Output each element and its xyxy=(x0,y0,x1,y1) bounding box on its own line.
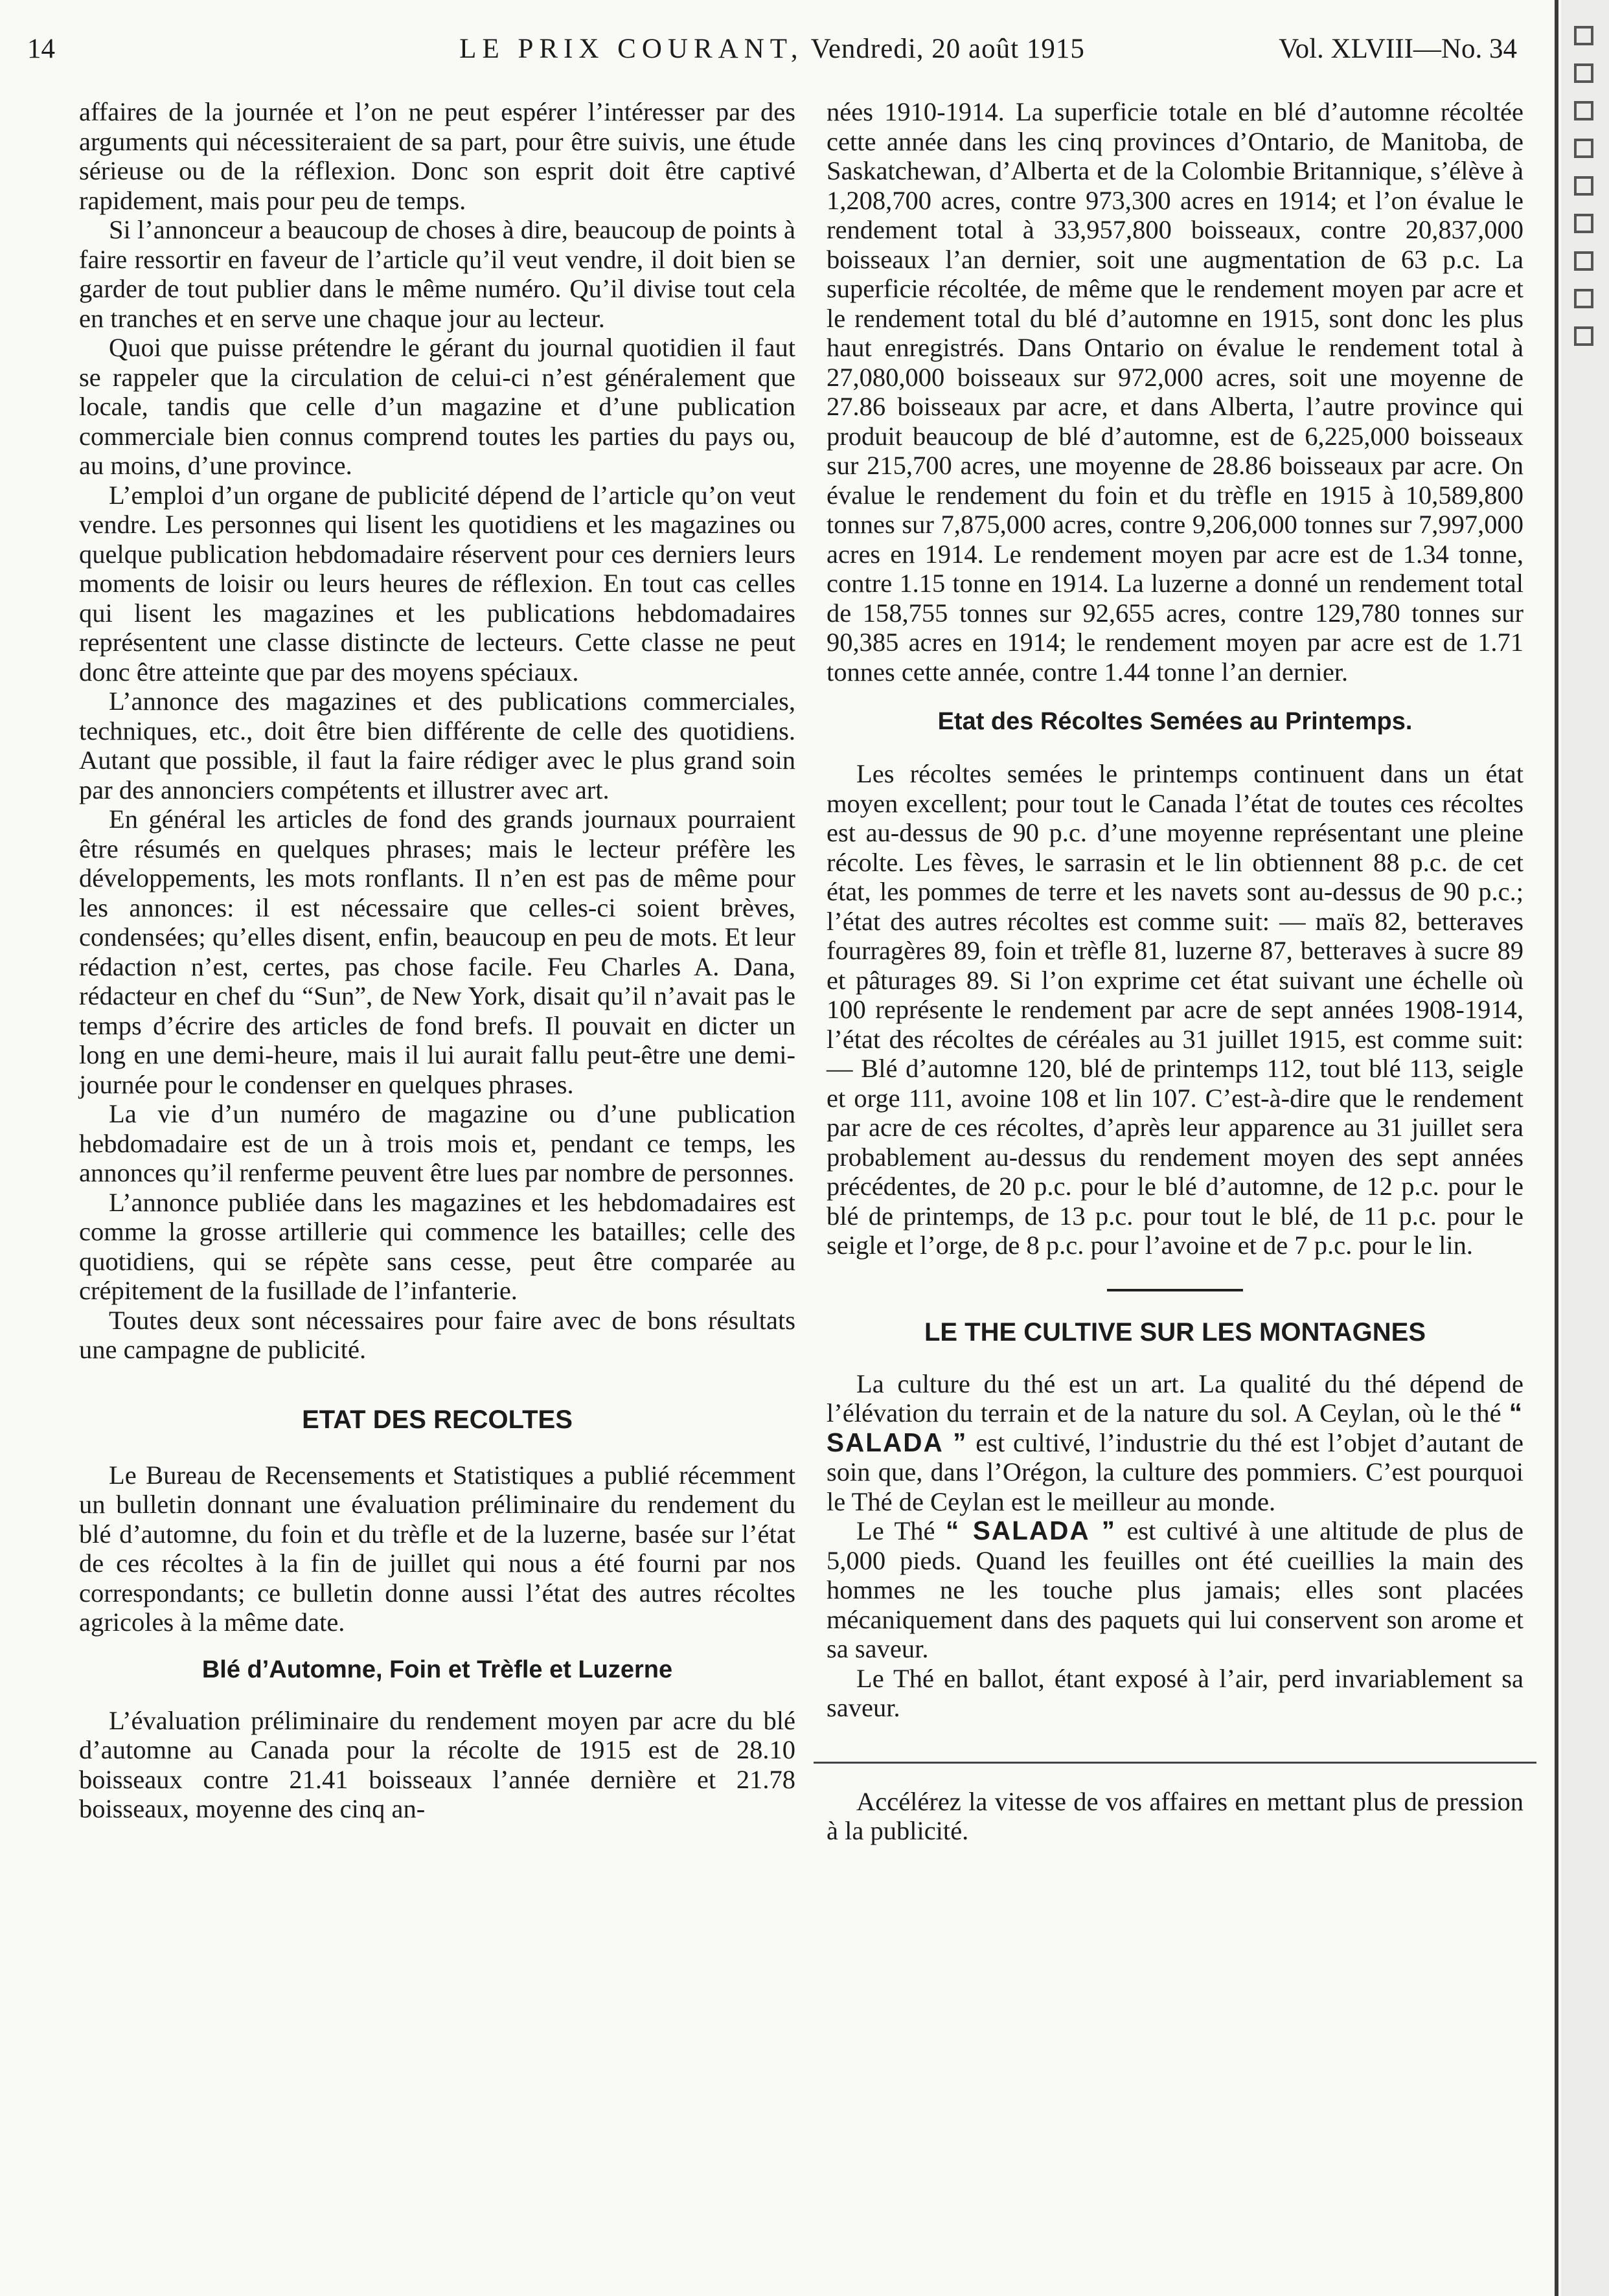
subheading-recoltes-printemps: Etat des Récoltes Semées au Printemps. xyxy=(937,708,1413,735)
article-paragraph: Le Thé en ballot, étant exposé à l’air, perd invariablement sa saveur. xyxy=(827,1663,1523,1722)
page-header xyxy=(27,30,1517,69)
article-paragraph: affaires de la journée et l’on ne peut espérer l’intéresser par des arguments qui nécessiteraient de sa part, pour être suivis, une étude sérieuse ou de la réflexion. Donc son esprit doit être captivé rapidement, mais pour peu de temps. xyxy=(79,97,795,215)
article-paragraph: nées 1910-1914. La superficie totale en blé d’automne récoltée cette année dans les cinq provinces d’Ontario, de Manitoba, de Saskatchewan, d’Alberta et de la Colombie Britannique, s’élève à 1,208,700 acres, contre 973,300 acres en 1914; et l’on évalue le rendement total à 33,957,800 boisseaux, contre 20,837,000 boisseaux l’an dernier, soit une augmentation de 63 p.c. La superficie récoltée, de même que le rendement moyen par acre et le rendement total du blé d’automne en 1915, sont donc les plus haut enregistrés. Dans Ontario on évalue le rendement total à 27,080,000 boisseaux sur 972,000 acres, soit une moyenne de 27.86 boisseaux par acre, et dans Alberta, l’autre province qui produit beaucoup de blé d’automne, est de 6,225,000 boisseaux sur 215,700 acres, une moyenne de 28.86 boisseaux par acre. On évalue le rendement du foin et du trèfle en 1915 à 10,589,800 tonnes sur 7,875,000 acres, contre 9,206,000 tonnes sur 7,997,000 acres en 1914. Le rendement moyen par acre est de 1.34 tonne, contre 1.15 tonne en 1914. La luzerne a donné un rendement total de 158,755 tonnes sur 92,655 acres, contre 129,780 tonnes sur 90,385 acres en 1914; le rendement moyen par acre est de 1.71 tonnes cette année, contre 1.44 tonne l’an dernier. xyxy=(827,97,1523,687)
article-paragraph: L’emploi d’un organe de publicité dépend de l’article qu’on veut vendre. Les personnes qui lisent les quotidiens et les magazines ou quelque publication hebdomadaire réservent pour ces derniers leurs moments de loisir ou leurs heures de réflexion. En tout cas celles qui lisent les magazines et les publications hebdomadaires représentent une classe distincte de lecteurs. Cette classe ne peut donc être atteinte que par des moyens spéciaux. xyxy=(79,480,795,687)
article-paragraph: Quoi que puisse prétendre le gérant du journal quotidien il faut se rappeler que la circulation de celui-ci n’est généralement que locale, tandis que celle d’un magazine et d’une publication commerciale bien connus comprend toutes les parties du pays ou, au moins, d’une province. xyxy=(79,333,795,480)
issue-date: Vendredi, 20 août 1915 xyxy=(810,34,1085,64)
article-paragraph: L’évaluation préliminaire du rendement moyen par acre du blé d’automne au Canada pour la récolte de 1915 est de 28.10 boisseaux contre 21.41 boisseaux l’année dernière et 21.78 boisseaux, moyenne des cinq an- xyxy=(79,1705,795,1823)
brand-name: “ SALADA ” xyxy=(827,1398,1523,1457)
closing-notice: Accélérez la vitesse de vos affaires en mettant plus de pression à la publicité. xyxy=(827,1786,1523,1845)
article-paragraph: Le Thé “ SALADA ” est cultivé à une altitude de plus de 5,000 pieds. Quand les feuilles ont été cueillies la main des hommes ne les touche plus jamais; elles sont placées mécaniquement dans des paquets qui lui conservent son arome et sa saveur. xyxy=(827,1516,1524,1663)
article-paragraph: Si l’annonceur a beaucoup de choses à dire, beaucoup de points à faire ressortir en faveur de l’article qu’il veut vendre, il doit bien se garder de tout publier dans le même numéro. Qu’il divise tout cela en tranches et en serve une chaque jour au lecteur. xyxy=(79,215,795,333)
brand-name: “ SALADA ” xyxy=(945,1516,1116,1545)
binding-marks xyxy=(1574,26,1600,364)
article-paragraph: Les récoltes semées le printemps continuent dans un état moyen excellent; pour tout le Canada l’état de toutes ces récoltes est au-dessus de 90 p.c. d’une moyenne représentant une pleine récolte. Les fèves, le sarrasin et le lin obtiennent 88 p.c. de cet état, les pommes de terre et les navets sont au-dessus de 90 p.c.; l’état des autres récoltes est comme suit: — maïs 82, betteraves fourragères 89, foin et trèfle 81, luzerne 87, betteraves à sucre 89 et pâturages 89. Si l’on exprime cet état suivant une échelle où 100 représente le rendement par acre de sept années 1908-1914, l’état des récoltes de céréales au 31 juillet 1915, est comme suit:— Blé d’automne 120, blé de printemps 112, tout blé 113, seigle et orge 111, avoine 108 et lin 107. C’est-à-dire que le rendement par acre de ces récoltes, d’après leur apparence au 31 juillet sera probablement au-dessus du rendement moyen des sept années précédentes, de 20 p.c. pour le blé d’automne, de 12 p.c. pour le blé de printemps, de 13 p.c. pour tout le blé, de 11 p.c. pour le seigle et l’orge, de 8 p.c. pour l’avoine et de 7 p.c. pour le lin. xyxy=(827,759,1523,1260)
article-paragraph: La vie d’un numéro de magazine ou d’une publication hebdomadaire est de un à trois mois et, pendant ce temps, les annonces qu’il renferme peuvent être lues par nombre de personnes. xyxy=(79,1099,795,1187)
article-paragraph: La culture du thé est un art. La qualité du thé dépend de l’élévation du terrain et de la nature du sol. A Ceylan, où le thé “ SALADA ” est cultivé, l’industrie du thé est l’objet d’autant de soin que, dans l’Orégon, la culture des pommiers. C’est pourquoi le Thé de Ceylan est le meilleur au monde. xyxy=(827,1369,1523,1516)
article-paragraph: Toutes deux sont nécessaires pour faire avec de bons résultats une campagne de publicité. xyxy=(79,1305,795,1364)
right-column xyxy=(827,97,1523,1846)
page-number: 14 xyxy=(27,34,55,64)
section-heading-etat-des-recoltes: ETAT DES RECOLTES xyxy=(302,1405,573,1434)
page-edge-rule xyxy=(1555,0,1558,2296)
article-paragraph: En général les articles de fond des grands journaux pourraient être résumés en quelques phrases; mais le lecteur préfère les développements, les mots ronflants. Il n’en est pas de même pour les annonces: il est nécessaire que celles-ci soient brèves, condensées; qu’elles disent, enfin, beaucoup en peu de mots. Et leur rédaction n’est, certes, pas chose facile. Feu Charles A. Dana, rédacteur en chef du “Sun”, de New York, disait qu’il n’avait pas le temps d’écrire des articles de fond brefs. Il pouvait en dicter un long en une demi-heure, mais il lui aurait fallu peut-être une demi-journée pour le condenser en quelques phrases. xyxy=(79,804,795,1099)
article-paragraph: L’annonce des magazines et des publications commerciales, techniques, etc., doit être bien différente de celle des quotidiens. Autant que possible, il faut la faire rédiger avec le plus grand soin par des annonciers compétents et illustrer avec art. xyxy=(79,687,795,804)
left-column xyxy=(79,97,795,1824)
volume-number: Vol. XLVIII—No. 34 xyxy=(1279,34,1517,64)
publication-name: LE PRIX COURANT, xyxy=(459,34,804,64)
article-paragraph: L’annonce publiée dans les magazines et les hebdomadaires est comme la grosse artillerie qui commence les batailles; celle des quotidiens, qui se répète sans cesse, peut être comparée au crépitement de la fusillade de l’infanterie. xyxy=(79,1187,795,1305)
section-heading-the-cultive: LE THE CULTIVE SUR LES MONTAGNES xyxy=(924,1317,1426,1347)
article-paragraph: Le Bureau de Recensements et Statistiques a publié récemment un bulletin donnant une évaluation préliminaire du rendement du blé d’automne, du foin et du trèfle et de la luzerne, basée sur l’état de ces récoltes à la fin de juillet qui nous a été fourni par nos correspondants; ce bulletin donne aussi l’état des autres récoltes agricoles à la même date. xyxy=(79,1460,795,1637)
subheading-ble-automne: Blé d’Automne, Foin et Trèfle et Luzerne xyxy=(201,1655,673,1683)
adjacent-page-strip xyxy=(1561,0,1609,2296)
